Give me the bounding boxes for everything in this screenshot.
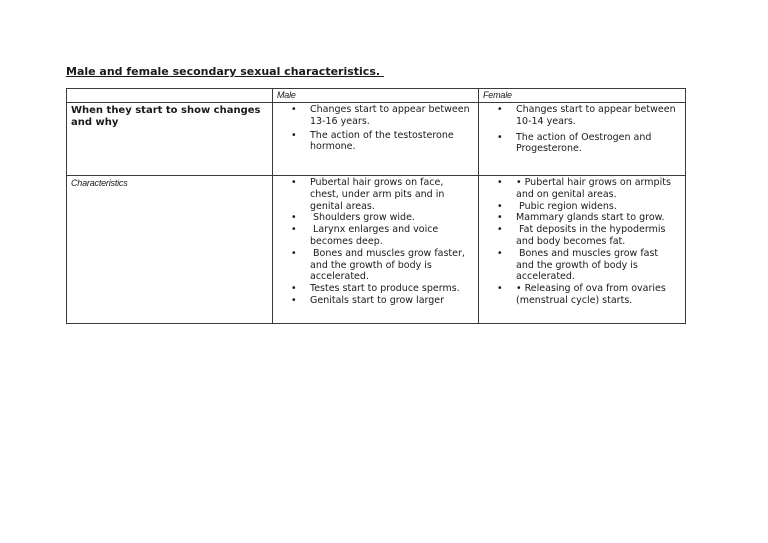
female-list <box>479 176 685 307</box>
header-cell-female <box>479 89 686 103</box>
bullet-icon: • <box>291 104 297 115</box>
bullet-icon: • <box>497 177 503 188</box>
bullet-icon: • <box>291 129 297 141</box>
bullet-icon: • <box>497 200 503 212</box>
list-item: • Larynx enlarges and voice becomes deep. <box>291 224 442 247</box>
list-item: • Bones and muscles grow fast and the growth of body is accelerated. <box>497 247 662 283</box>
female-cell <box>479 176 686 324</box>
bullet-icon: • <box>497 104 503 115</box>
list-item: • • Pubertal hair grows on armpits and on genital areas. <box>497 177 674 200</box>
female-list <box>479 103 685 155</box>
header-cell-empty <box>67 89 273 103</box>
male-cell <box>273 103 479 176</box>
bullet-icon: • <box>291 294 297 306</box>
table-header-row <box>67 89 686 103</box>
female-cell <box>479 103 686 176</box>
list-item: • Fat deposits in the hypodermis and body becomes fat. <box>497 224 669 247</box>
list-item: • Mammary glands start to grow. <box>497 212 665 224</box>
list-item: • Shoulders grow wide. <box>291 212 415 224</box>
row-label-characteristics: Characteristics <box>71 178 128 188</box>
list-item: • Changes start to appear between 13-16 years. <box>291 104 473 127</box>
row-label-cell <box>67 103 273 176</box>
row-label-when-why: When they start to show changes and why <box>71 105 261 128</box>
header-cell-male <box>273 89 479 103</box>
male-list <box>273 176 478 307</box>
list-item: • Changes start to appear between 10-14 years. <box>497 104 679 127</box>
characteristics-table <box>66 88 686 324</box>
header-female-label: Female <box>483 90 512 100</box>
bullet-icon: • <box>291 212 297 224</box>
document-title: Male and female secondary sexual characteristics. <box>66 65 384 78</box>
bullet-icon: • <box>497 212 503 224</box>
bullet-icon: • <box>291 177 297 188</box>
list-item: • Pubertal hair grows on face, chest, under arm pits and in genital areas. <box>291 177 448 212</box>
list-item: • Bones and muscles grow faster, and the growth of body is accelerated. <box>291 247 468 283</box>
list-item: • Pubic region widens. <box>497 200 617 212</box>
row-label-cell <box>67 176 273 324</box>
table-row-characteristics <box>67 176 686 324</box>
male-cell <box>273 176 479 324</box>
header-male-label: Male <box>277 90 296 100</box>
bullet-icon: • <box>497 247 503 259</box>
list-item: • The action of the testosterone hormone. <box>291 129 457 153</box>
bullet-icon: • <box>291 247 297 259</box>
male-list <box>273 103 478 153</box>
list-item: • The action of Oestrogen and Progesterone. <box>497 131 655 155</box>
table-row-when-why <box>67 103 686 176</box>
bullet-icon: • <box>497 224 503 236</box>
list-item: • Genitals start to grow larger <box>291 294 445 306</box>
bullet-icon: • <box>291 283 297 295</box>
list-item: • • Releasing of ova from ovaries (menstrual cycle) starts. <box>497 283 669 306</box>
bullet-icon: • <box>497 131 503 143</box>
bullet-icon: • <box>291 224 297 236</box>
list-item: • Testes start to produce sperms. <box>291 283 460 295</box>
bullet-icon: • <box>497 283 503 295</box>
